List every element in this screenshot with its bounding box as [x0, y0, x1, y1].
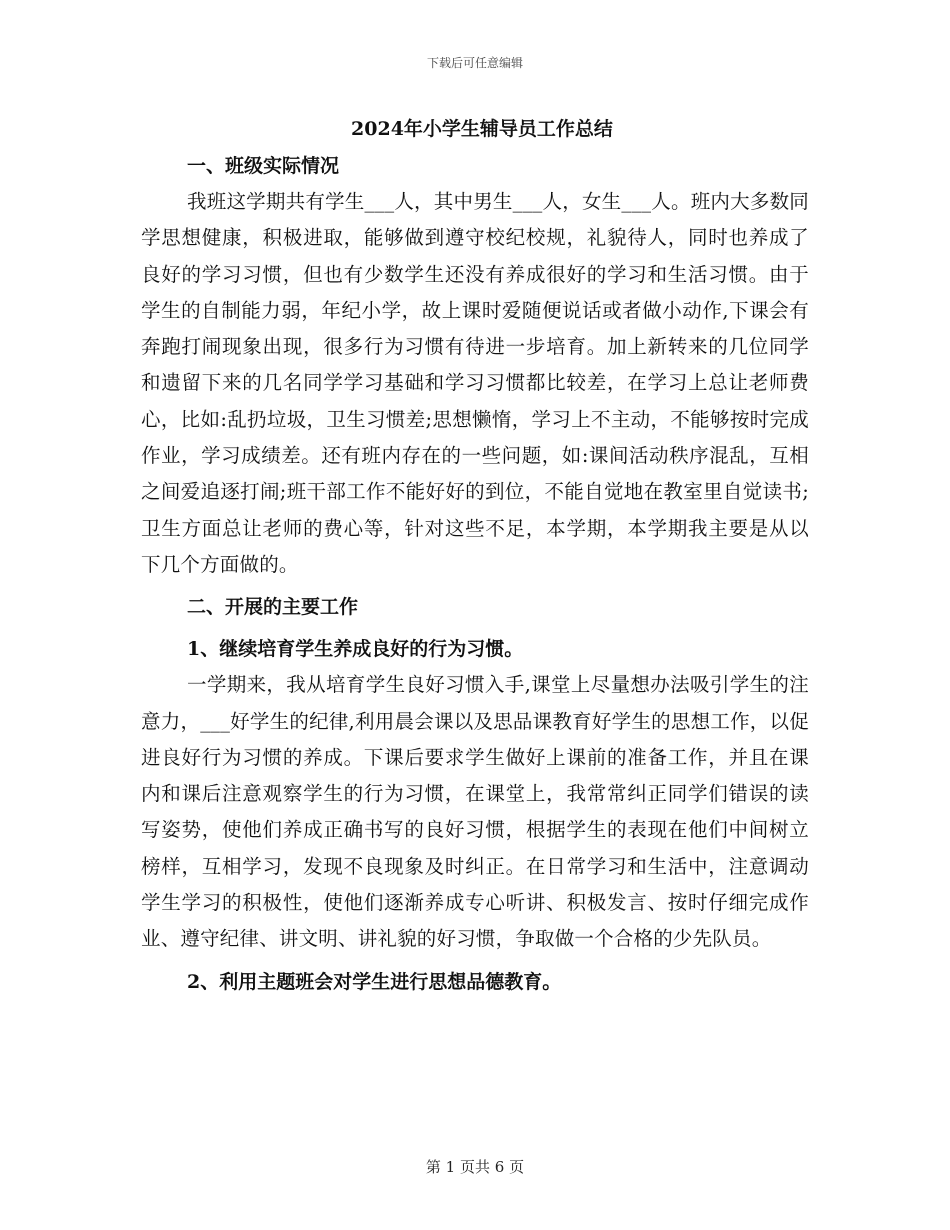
document-body — [141, 114, 809, 1000]
section-heading-class-situation: 一、班级实际情况 — [187, 155, 340, 177]
item-heading-behavior-habits: 1、继续培育学生养成良好的行为习惯。 — [187, 638, 524, 661]
paragraph-class-situation: 我班这学期共有学生___人，其中男生___人，女生___人。班内大多数同学思想健康，积极进取，能够做到遵守校纪校规，礼貌待人，同时也养成了良好的学习习惯，但也有少数学生还没有养成很好的学习和生活习惯。由于学生的自制能力弱，年纪小学，故上课时爱随便说话或者做小动作,下课会有奔跑打闹现象出现，很多行为习惯有待进一步培育。加上新转来的几位同学和遗留下来的几名同学学习基础和学习习惯都比较差，在学习上总让老师费心，比如:乱扔垃圾，卫生习惯差;思想懒惰，学习上不主动，不能够按时完成作业，学习成绩差。还有班内存在的一些问题，如:课间活动秩序混乱，互相之间爱追逐打闹;班干部工作不能好好的到位，不能自觉地在教室里自觉读书;卫生方面总让老师的费心等，针对这些不足，本学期，本学期我主要是从以下几个方面做的。 — [141, 190, 809, 576]
item-heading-class-meeting: 2、利用主题班会对学生进行思想品德教育。 — [187, 970, 562, 993]
page-footer: 第 1 页共 6 页 — [425, 1158, 525, 1176]
section-heading-main-work: 二、开展的主要工作 — [187, 596, 359, 619]
paragraph-behavior-habits: 一学期来，我从培育学生良好习惯入手,课堂上尽量想办法吸引学生的注意力，___好学生的纪律,利用晨会课以及思品课教育好学生的思想工作，以促进良好行为习惯的养成。下课后要求学生做好上课前的准备工作，并且在课内和课后注意观察学生的行为习惯，在课堂上，我常常纠正同学们错误的读写姿势，使他们养成正确书写的良好习惯，根据学生的表现在他们中间树立榜样，互相学习，发现不良现象及时纠正。在日常学习和生活中，注意调动学生学习的积极性，使他们逐渐养成专心听讲、积极发言、按时仔细完成作业、遵守纪律、讲文明、讲礼貌的好习惯，争取做一个合格的少先队员。 — [141, 673, 809, 951]
document-title: 2024年小学生辅导员工作总结 — [351, 118, 613, 140]
page-header: 下载后可任意编辑 — [426, 56, 523, 70]
